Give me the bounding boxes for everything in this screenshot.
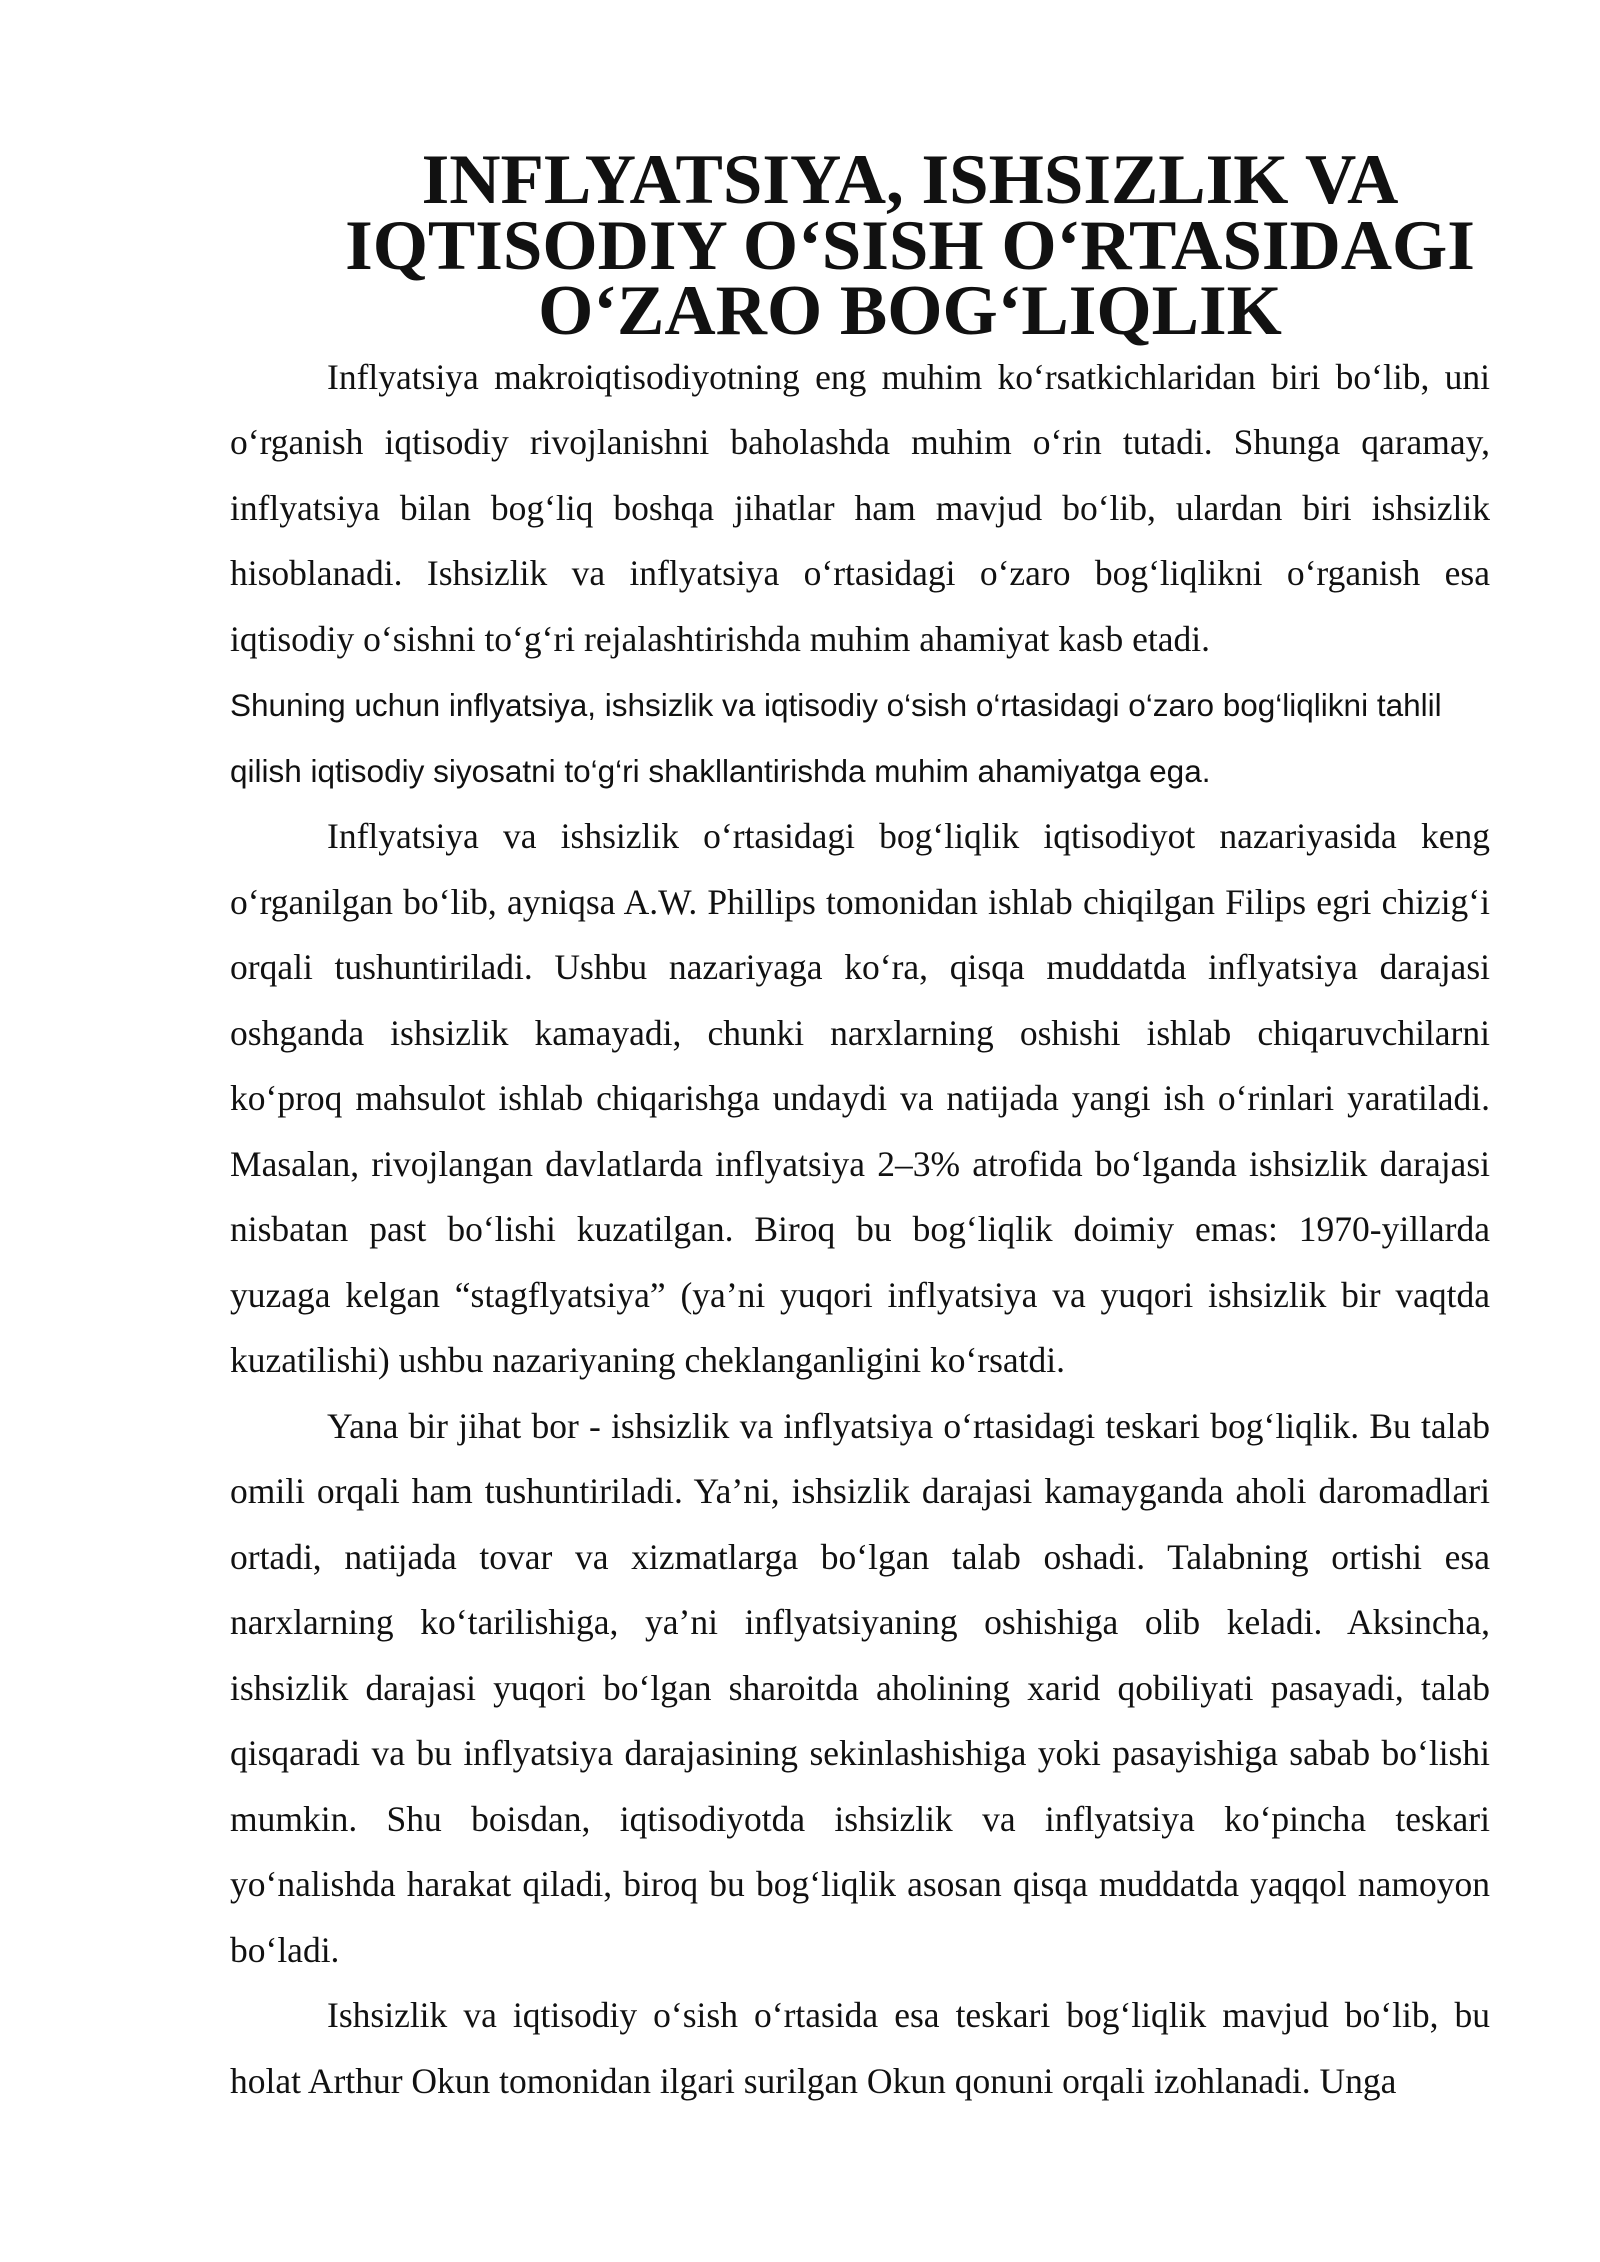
paragraph-1: Inflyatsiya makroiqtisodiyotning eng muhim ko‘rsatkichlaridan biri bo‘lib, uni o‘rganish iqtisodiy rivojlanishni baholashda muhim o‘rin tutadi. Shunga qaramay, inflyatsiya bilan bog‘liq boshqa jihatlar ham mavjud bo‘lib, ulardan biri ishsizlik hisoblanadi. Ishsizlik va inflyatsiya o‘rtasidagi o‘zaro bog‘liqlikni o‘rganish esa iqtisodiy o‘sishni to‘g‘ri rejalashtirishda muhim ahamiyat kasb etadi.: [230, 356, 1490, 659]
paragraph-2: Inflyatsiya va ishsizlik o‘rtasidagi bog‘liqlik iqtisodiyot nazariyasida keng o‘rganilgan bo‘lib, ayniqsa A.W. Phillips tomonidan ishlab chiqilgan Filips egri chizig‘i orqali tushuntiriladi. Ushbu nazariyaga ko‘ra, qisqa muddatda inflyatsiya darajasi oshganda ishsizlik kamayadi, chunki narxlarning oshishi ishlab chiqaruvchilarni ko‘proq mahsulot ishlab chiqarishga undaydi va natijada yangi ish o‘rinlari yaratiladi. Masalan, rivojlangan davlatlarda inflyatsiya 2–3% atrofida bo‘lganda ishsizlik darajasi nisbatan past bo‘lishi kuzatilgan. Biroq bu bog‘liqlik doimiy emas: 1970-yillarda yuzaga kelgan “stagflyatsiya” (ya’ni yuqori inflyatsiya va yuqori ishsizlik bir vaqtda kuzatilishi) ushbu nazariyaning cheklanganligini ko‘rsatdi.: [230, 816, 1490, 1380]
document-body: [230, 141, 1490, 2114]
document-title: [230, 141, 1490, 350]
paragraph-4: Ishsizlik va iqtisodiy o‘sish o‘rtasida esa teskari bog‘liqlik mavjud bo‘lib, bu holat Arthur Okun tomonidan ilgari surilgan Okun qonuni orqali izohlanadi. Unga: [230, 1995, 1490, 2101]
title-line-1: INFLYATSIYA, ISHSIZLIK VA IQTISODIY O‘SISH O‘RTASIDAGI: [345, 141, 1475, 285]
paragraph-1-continued: Shuning uchun inflyatsiya, ishsizlik va iqtisodiy o‘sish o‘rtasidagi o‘zaro bog‘liqlikni tahlil qilish iqtisodiy siyosatni to‘g‘ri shakllantirishda muhim ahamiyatga ega.: [230, 687, 1442, 789]
title-line-2: O‘ZARO BOG‘LIQLIK: [538, 272, 1282, 350]
paragraph-3: Yana bir jihat bor - ishsizlik va inflyatsiya o‘rtasidagi teskari bog‘liqlik. Bu talab omili orqali ham tushuntiriladi. Ya’ni, ishsizlik darajasi kamayganda aholi daromadlari ortadi, natijada tovar va xizmatlarga bo‘lgan talab oshadi. Talabning ortishi esa narxlarning ko‘tarilishiga, ya’ni inflyatsiyaning oshishiga olib keladi. Aksincha, ishsizlik darajasi yuqori bo‘lgan sharoitda aholining xarid qobiliyati pasayadi, talab qisqaradi va bu inflyatsiya darajasining sekinlashishiga yoki pasayishiga sabab bo‘lishi mumkin. Shu boisdan, iqtisodiyotda ishsizlik va inflyatsiya ko‘pincha teskari yo‘nalishda harakat qiladi, biroq bu bog‘liqlik asosan qisqa muddatda yaqqol namoyon bo‘ladi.: [230, 1405, 1490, 1970]
